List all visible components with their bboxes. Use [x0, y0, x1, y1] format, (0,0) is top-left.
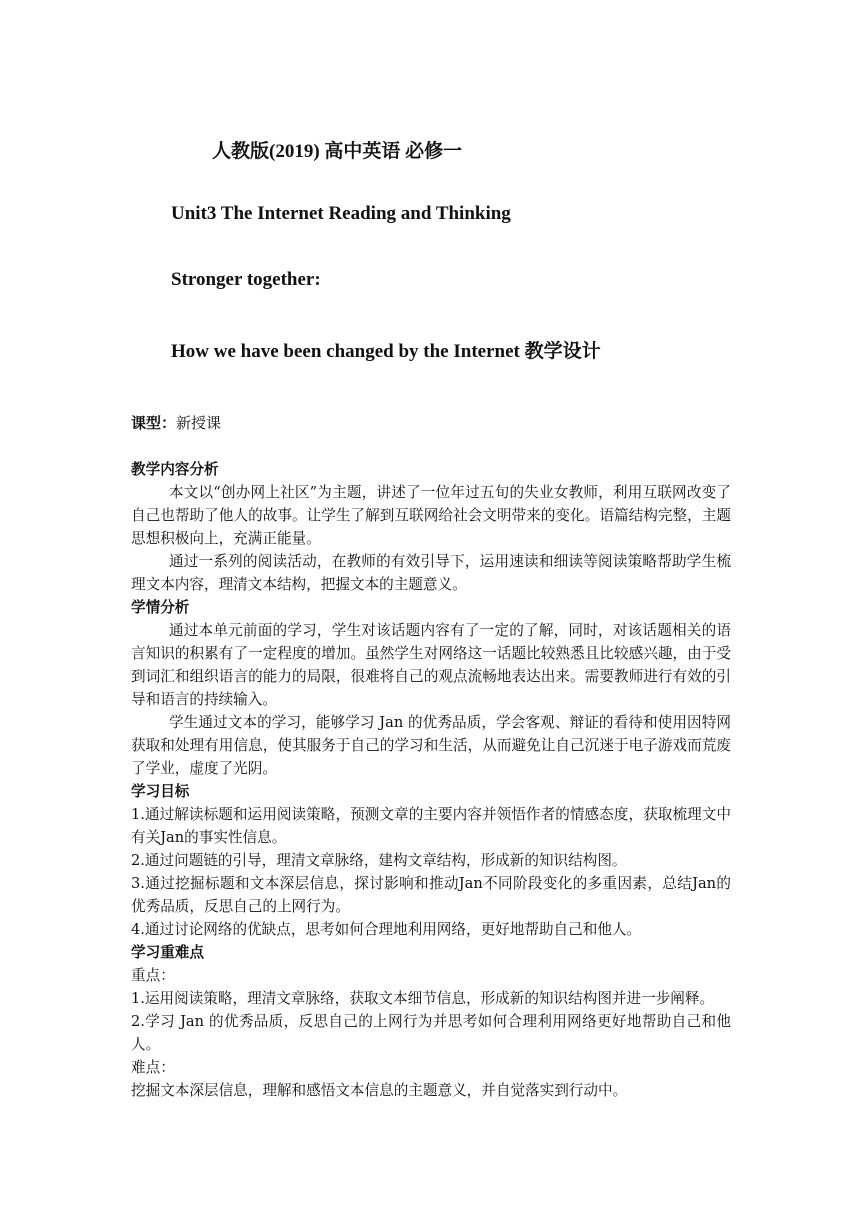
paragraph: 通过一系列的阅读活动，在教师的有效引导下，运用速读和细读等阅读策略帮助学生梳理文本内容，理清文本结构，把握文本的主题意义。 [131, 553, 731, 593]
textbook-title: 人教版(2019) 高中英语 必修一 [212, 141, 463, 162]
focus-item: 2.学习 Jan 的优秀品质，反思自己的上网行为并思考如何合理利用网络更好地帮助自己和他人。 [131, 1013, 731, 1053]
paragraph: 本文以“创办网上社区”为主题，讲述了一位年过五旬的失业女教师，利用互联网改变了自己也帮助了他人的故事。让学生了解到互联网给社会文明带来的变化。语篇结构完整，主题思想积极向上，充满正能量。 [131, 484, 731, 547]
section-heading-student-analysis: 学情分析 [131, 599, 190, 616]
paragraph: 学生通过文本的学习，能够学习 Jan 的优秀品质，学会客观、辩证的看待和使用因特网获取和处理有用信息，使其服务于自己的学习和生活，从而避免让自己沉迷于电子游戏而荒废了学业，虚度了光阴。 [131, 714, 731, 777]
focus-item: 1.运用阅读策略，理清文章脉络，获取文本细节信息，形成新的知识结构图并进一步阐释。 [131, 990, 715, 1007]
course-type [131, 412, 221, 433]
section-heading-key-points: 学习重难点 [131, 944, 204, 961]
unit-title: Unit3 The Internet Reading and Thinking [171, 203, 511, 224]
paragraph: 通过本单元前面的学习，学生对该话题内容有了一定的了解，同时，对该话题相关的语言知识的积累有了一定程度的增加。虽然学生对网络这一话题比较熟悉且比较感兴趣，由于受到词汇和组织语言的能力的局限，很难将自己的观点流畅地表达出来。需要教师进行有效的引导和语言的持续输入。 [131, 622, 731, 708]
course-type-label: 课型： [131, 414, 177, 432]
objective-item: 4.通过讨论网络的优缺点，思考如何合理地利用网络，更好地帮助自己和他人。 [131, 921, 642, 938]
difficulty-label: 难点： [131, 1059, 175, 1076]
focus-label: 重点： [131, 967, 175, 984]
difficulty-item: 挖掘文本深层信息，理解和感悟文本信息的主题意义，并自觉落实到行动中。 [131, 1082, 628, 1099]
objective-item: 2.通过问题链的引导，理清文章脉络，建构文章结构，形成新的知识结构图。 [131, 852, 627, 869]
course-type-value: 新授课 [176, 414, 222, 432]
document-body [131, 458, 731, 1102]
objective-item: 3.通过挖掘标题和文本深层信息，探讨影响和推动Jan不同阶段变化的多重因素，总结Jan的优秀品质，反思自己的上网行为。 [131, 875, 731, 915]
objective-item: 1.通过解读标题和运用阅读策略，预测文章的主要内容并领悟作者的情感态度，获取梳理文中有关Jan的事实性信息。 [131, 806, 731, 846]
section-heading-objectives: 学习目标 [131, 783, 190, 800]
section-heading-content-analysis: 教学内容分析 [131, 461, 219, 478]
lesson-subtitle: How we have been changed by the Internet 教学设计 [171, 341, 601, 362]
lesson-title: Stronger together: [171, 269, 321, 290]
